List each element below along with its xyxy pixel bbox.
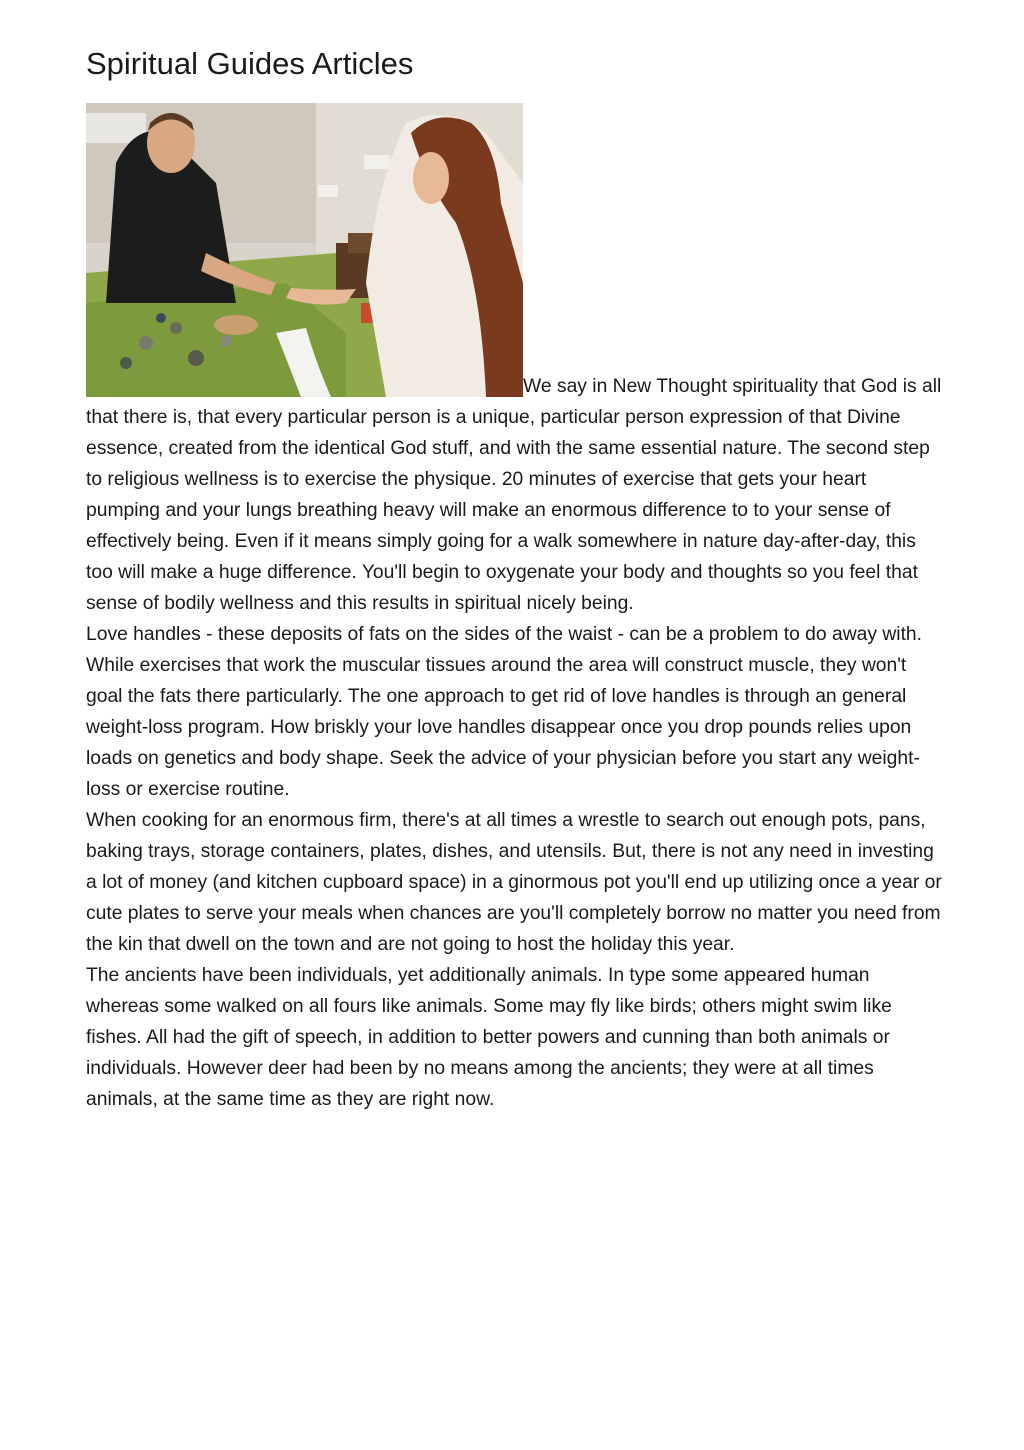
- paragraph-3: When cooking for an enormous firm, there's at all times a wrestle to search out enough pots, pans, baking trays, storage containers, plates, dishes, and utensils. But, there is not any need in investing a lot of money (and kitchen cupboard space) in a ginormous pot you'll end up utilizing once a year or cute plates to serve your meals when chances are you'll completely borrow no matter you need from the kin that dwell on the town and are not going to host the holiday this year.: [86, 810, 942, 955]
- article-photo: [86, 103, 523, 397]
- paragraph-2: Love handles - these deposits of fats on the sides of the waist - can be a problem to do away with. While exercises that work the muscular tissues around the area will construct muscle, they won't goal the fats there particularly. The one approach to get rid of love handles is through an general weight-loss program. How briskly your love handles disappear once you drop pounds relies upon loads on genetics and body shape. Seek the advice of your physician before you start any weight-loss or exercise routine.: [86, 624, 923, 800]
- page-title: Spiritual Guides Articles: [86, 46, 414, 81]
- article-body: [86, 103, 942, 1115]
- palm-reading-photo-image: [86, 103, 523, 397]
- paragraph-1-text: We say in New Thought spirituality that God is all that there is, that every particular person is a unique, particular person expression of that Divine essence, created from the identical God stuff, and with the same essential nature. The second step to religious wellness is to exercise the physique. 20 minutes of exercise that gets your heart pumping and your lungs breathing heavy will make an enormous difference to to your sense of effectively being. Even if it means simply going for a walk somewhere in nature day-after-day, this too will make a huge difference. You'll begin to oxygenate your body and thoughts so you feel that sense of bodily wellness and this results in spiritual nicely being.: [86, 376, 942, 614]
- paragraph-1: [86, 103, 942, 619]
- paragraph-4: The ancients have been individuals, yet additionally animals. In type some appeared human whereas some walked on all fours like animals. Some may fly like birds; others might swim like fishes. All had the gift of speech, in addition to better powers and cunning than both animals or individuals. However deer had been by no means among the ancients; they were at all times animals, at the same time as they are right now.: [86, 965, 892, 1110]
